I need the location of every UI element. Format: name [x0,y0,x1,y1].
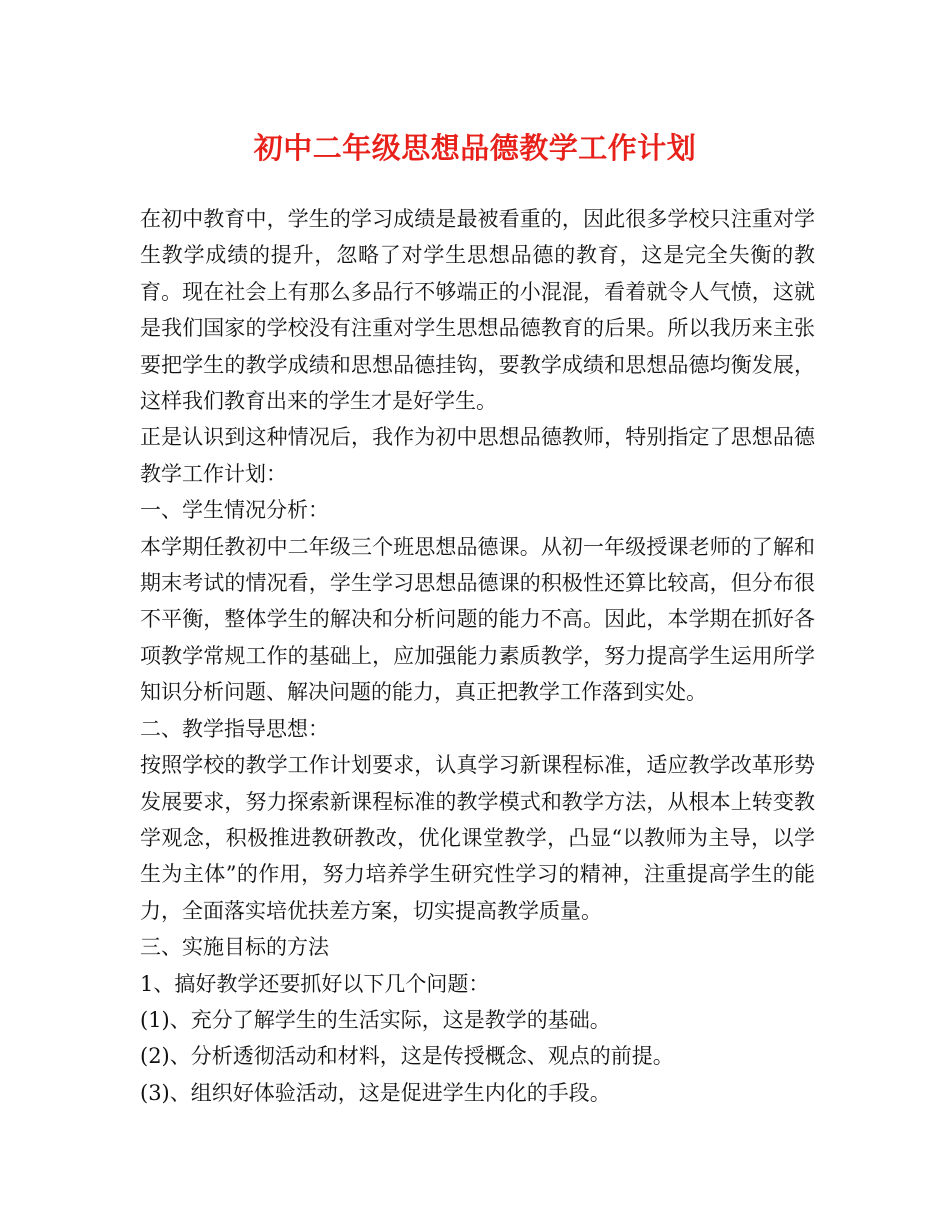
list-item-methods-1-3: (3)、组织好体验活动，这是促进学生内化的手段。 [140,1080,611,1105]
document-title: 初中二年级思想品德教学工作计划 [253,131,697,165]
document-body [140,201,815,1111]
list-item-methods-1: 1、搞好教学还要抓好以下几个问题： [140,971,490,996]
paragraph-student-analysis: 本学期任教初中二年级三个班思想品德课。从初一年级授课老师的了解和期末考试的情况看，学生学习思想品德课的积极性还算比较高，但分布很不平衡，整体学生的解决和分析问题的能力不高。因此，本学期在抓好各项教学常规工作的基础上，应加强能力素质教学，努力提高学生运用所学知识分析问题、解决问题的能力，真正把教学工作落到实处。 [140,534,815,705]
paragraph-guiding-principle: 按照学校的教学工作计划要求，认真学习新课程标准，适应教学改革形势发展要求，努力探索新课程标准的教学模式和教学方法，从根本上转变教学观念，积极推进教研教改，优化课堂教学，凸显“以教师为主导，以学生为主体”的作用，努力培养学生研究性学习的精神，注重提高学生的能力，全面落实培优扶差方案，切实提高教学质量。 [140,753,815,923]
paragraph-plan-statement: 正是认识到这种情况后，我作为初中思想品德教师，特别指定了思想品德教学工作计划： [140,425,815,486]
section-heading-guiding-principle: 二、教学指导思想： [140,716,329,741]
list-item-methods-1-1: (1)、充分了解学生的生活实际，这是教学的基础。 [140,1007,611,1032]
section-heading-methods: 三、实施目标的方法 [140,935,329,960]
paragraph-intro: 在初中教育中，学生的学习成绩是最被看重的，因此很多学校只注重对学生教学成绩的提升，忽略了对学生思想品德的教育，这是完全失衡的教育。现在社会上有那么多品行不够端正的小混混，看着就令人气愤，这就是我们国家的学校没有注重对学生思想品德教育的后果。所以我历来主张要把学生的教学成绩和思想品德挂钩，要教学成绩和思想品德均衡发展，这样我们教育出来的学生才是好学生。 [140,207,815,414]
list-item-methods-1-2: (2)、分析透彻活动和材料，这是传授概念、观点的前提。 [140,1044,674,1069]
section-heading-student-analysis: 一、学生情况分析： [140,498,329,523]
